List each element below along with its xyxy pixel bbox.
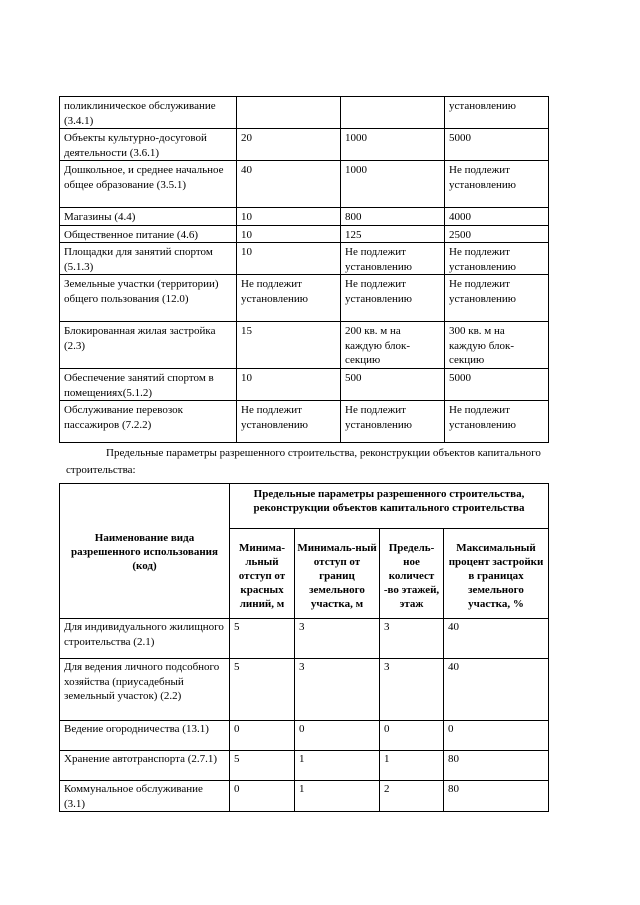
table-cell: Объекты культурно-досуговой деятельности (3.6.1) [60, 129, 237, 161]
table-cell: 10 [237, 243, 341, 275]
table-cell: Для ведения личного подсобного хозяйства (приусадебный земельный участок) (2.2) [60, 659, 230, 721]
table-cell: 125 [341, 225, 445, 243]
table-cell: Не подлежит установлению [341, 275, 445, 322]
table-cell: установлению [445, 97, 549, 129]
table-cell: 0 [230, 721, 295, 751]
table-cell: 40 [444, 619, 549, 659]
limits-table-body [60, 97, 549, 443]
table-row [60, 129, 549, 161]
table-cell: 40 [444, 659, 549, 721]
table-row [60, 208, 549, 226]
table-cell: 3 [380, 619, 444, 659]
table-cell: 80 [444, 781, 549, 812]
table-cell: 1000 [341, 129, 445, 161]
table-cell: Не подлежит установлению [445, 401, 549, 443]
table-cell: 200 кв. м на каждую блок-секцию [341, 322, 445, 369]
table-cell: поликлиническое обслуживание (3.4.1) [60, 97, 237, 129]
table-cell: 500 [341, 369, 445, 401]
table-cell: 5 [230, 659, 295, 721]
table-cell: 10 [237, 208, 341, 226]
building-parameters-table [59, 483, 549, 812]
table-cell: 10 [237, 369, 341, 401]
table-cell: 0 [295, 721, 380, 751]
header-max-coverage-percent: Максимальный процент застройки в границах земельного участка, % [444, 529, 549, 619]
table-cell [341, 97, 445, 129]
table-cell: Не подлежит установлению [341, 243, 445, 275]
table-cell: 4000 [445, 208, 549, 226]
table-cell: 2500 [445, 225, 549, 243]
table-cell: Ведение огородничества (13.1) [60, 721, 230, 751]
table-row [60, 659, 549, 721]
table-cell: Коммунальное обслуживание (3.1) [60, 781, 230, 812]
table-cell: 5 [230, 751, 295, 781]
table-cell: 3 [295, 659, 380, 721]
section-paragraph: Предельные параметры разрешенного строительства, реконструкции объектов капитального строительства: [66, 447, 541, 476]
table-cell: Не подлежит установлению [445, 161, 549, 208]
table-cell: Не подлежит установлению [237, 275, 341, 322]
table-cell: 2 [380, 781, 444, 812]
building-parameters-body [60, 619, 549, 812]
table-cell: Магазины (4.4) [60, 208, 237, 226]
table-row [60, 243, 549, 275]
table-cell: 40 [237, 161, 341, 208]
header-parameters-group: Предельные параметры разрешенного строительства, реконструкции объектов капитального строительства [230, 484, 549, 529]
limits-table-continued [59, 96, 549, 443]
table-cell: 1 [295, 781, 380, 812]
table-row [60, 751, 549, 781]
header-permitted-use: Наименование вида разрешенного использования (код) [60, 484, 230, 619]
table-row [60, 369, 549, 401]
table-cell: 5000 [445, 369, 549, 401]
table-cell: 800 [341, 208, 445, 226]
table-cell: 300 кв. м на каждую блок-секцию [445, 322, 549, 369]
table-cell: Обслуживание перевозок пассажиров (7.2.2) [60, 401, 237, 443]
table-row [60, 619, 549, 659]
table-cell: 3 [295, 619, 380, 659]
table-cell: 5000 [445, 129, 549, 161]
table-cell: 1 [380, 751, 444, 781]
table-cell: Обеспечение занятий спортом в помещениях(5.1.2) [60, 369, 237, 401]
table-cell: Хранение автотранспорта (2.7.1) [60, 751, 230, 781]
table-cell: Земельные участки (территории) общего пользования (12.0) [60, 275, 237, 322]
table-cell: 1 [295, 751, 380, 781]
table-cell: 20 [237, 129, 341, 161]
table-row [60, 161, 549, 208]
table-row [60, 322, 549, 369]
table-cell: Не подлежит установлению [445, 275, 549, 322]
table-cell: Площадки для занятий спортом (5.1.3) [60, 243, 237, 275]
table-cell: 10 [237, 225, 341, 243]
table-cell: 80 [444, 751, 549, 781]
table-cell: 5 [230, 619, 295, 659]
header-min-setback-red-lines: Минима-льный отступ от красных линий, м [230, 529, 295, 619]
table-cell: Не подлежит установлению [237, 401, 341, 443]
table-cell: 0 [380, 721, 444, 751]
header-max-floors: Предель-ное количест -во этажей, этаж [380, 529, 444, 619]
table-cell: 3 [380, 659, 444, 721]
header-min-setback-boundaries: Минималь-ный отступ от границ земельного участка, м [295, 529, 380, 619]
table-cell: 0 [444, 721, 549, 751]
table-cell: Не подлежит установлению [341, 401, 445, 443]
table-cell: 15 [237, 322, 341, 369]
table-cell: Дошкольное, и среднее начальное общее образование (3.5.1) [60, 161, 237, 208]
table-cell: 0 [230, 781, 295, 812]
table-cell: Общественное питание (4.6) [60, 225, 237, 243]
table-row [60, 781, 549, 812]
table-cell: 1000 [341, 161, 445, 208]
table-cell: Блокированная жилая застройка (2.3) [60, 322, 237, 369]
table-cell [237, 97, 341, 129]
table-row [60, 401, 549, 443]
table-cell: Для индивидуального жилищного строительства (2.1) [60, 619, 230, 659]
table-row [60, 225, 549, 243]
table-row [60, 275, 549, 322]
table-row [60, 97, 549, 129]
table-cell: Не подлежит установлению [445, 243, 549, 275]
table-row [60, 721, 549, 751]
